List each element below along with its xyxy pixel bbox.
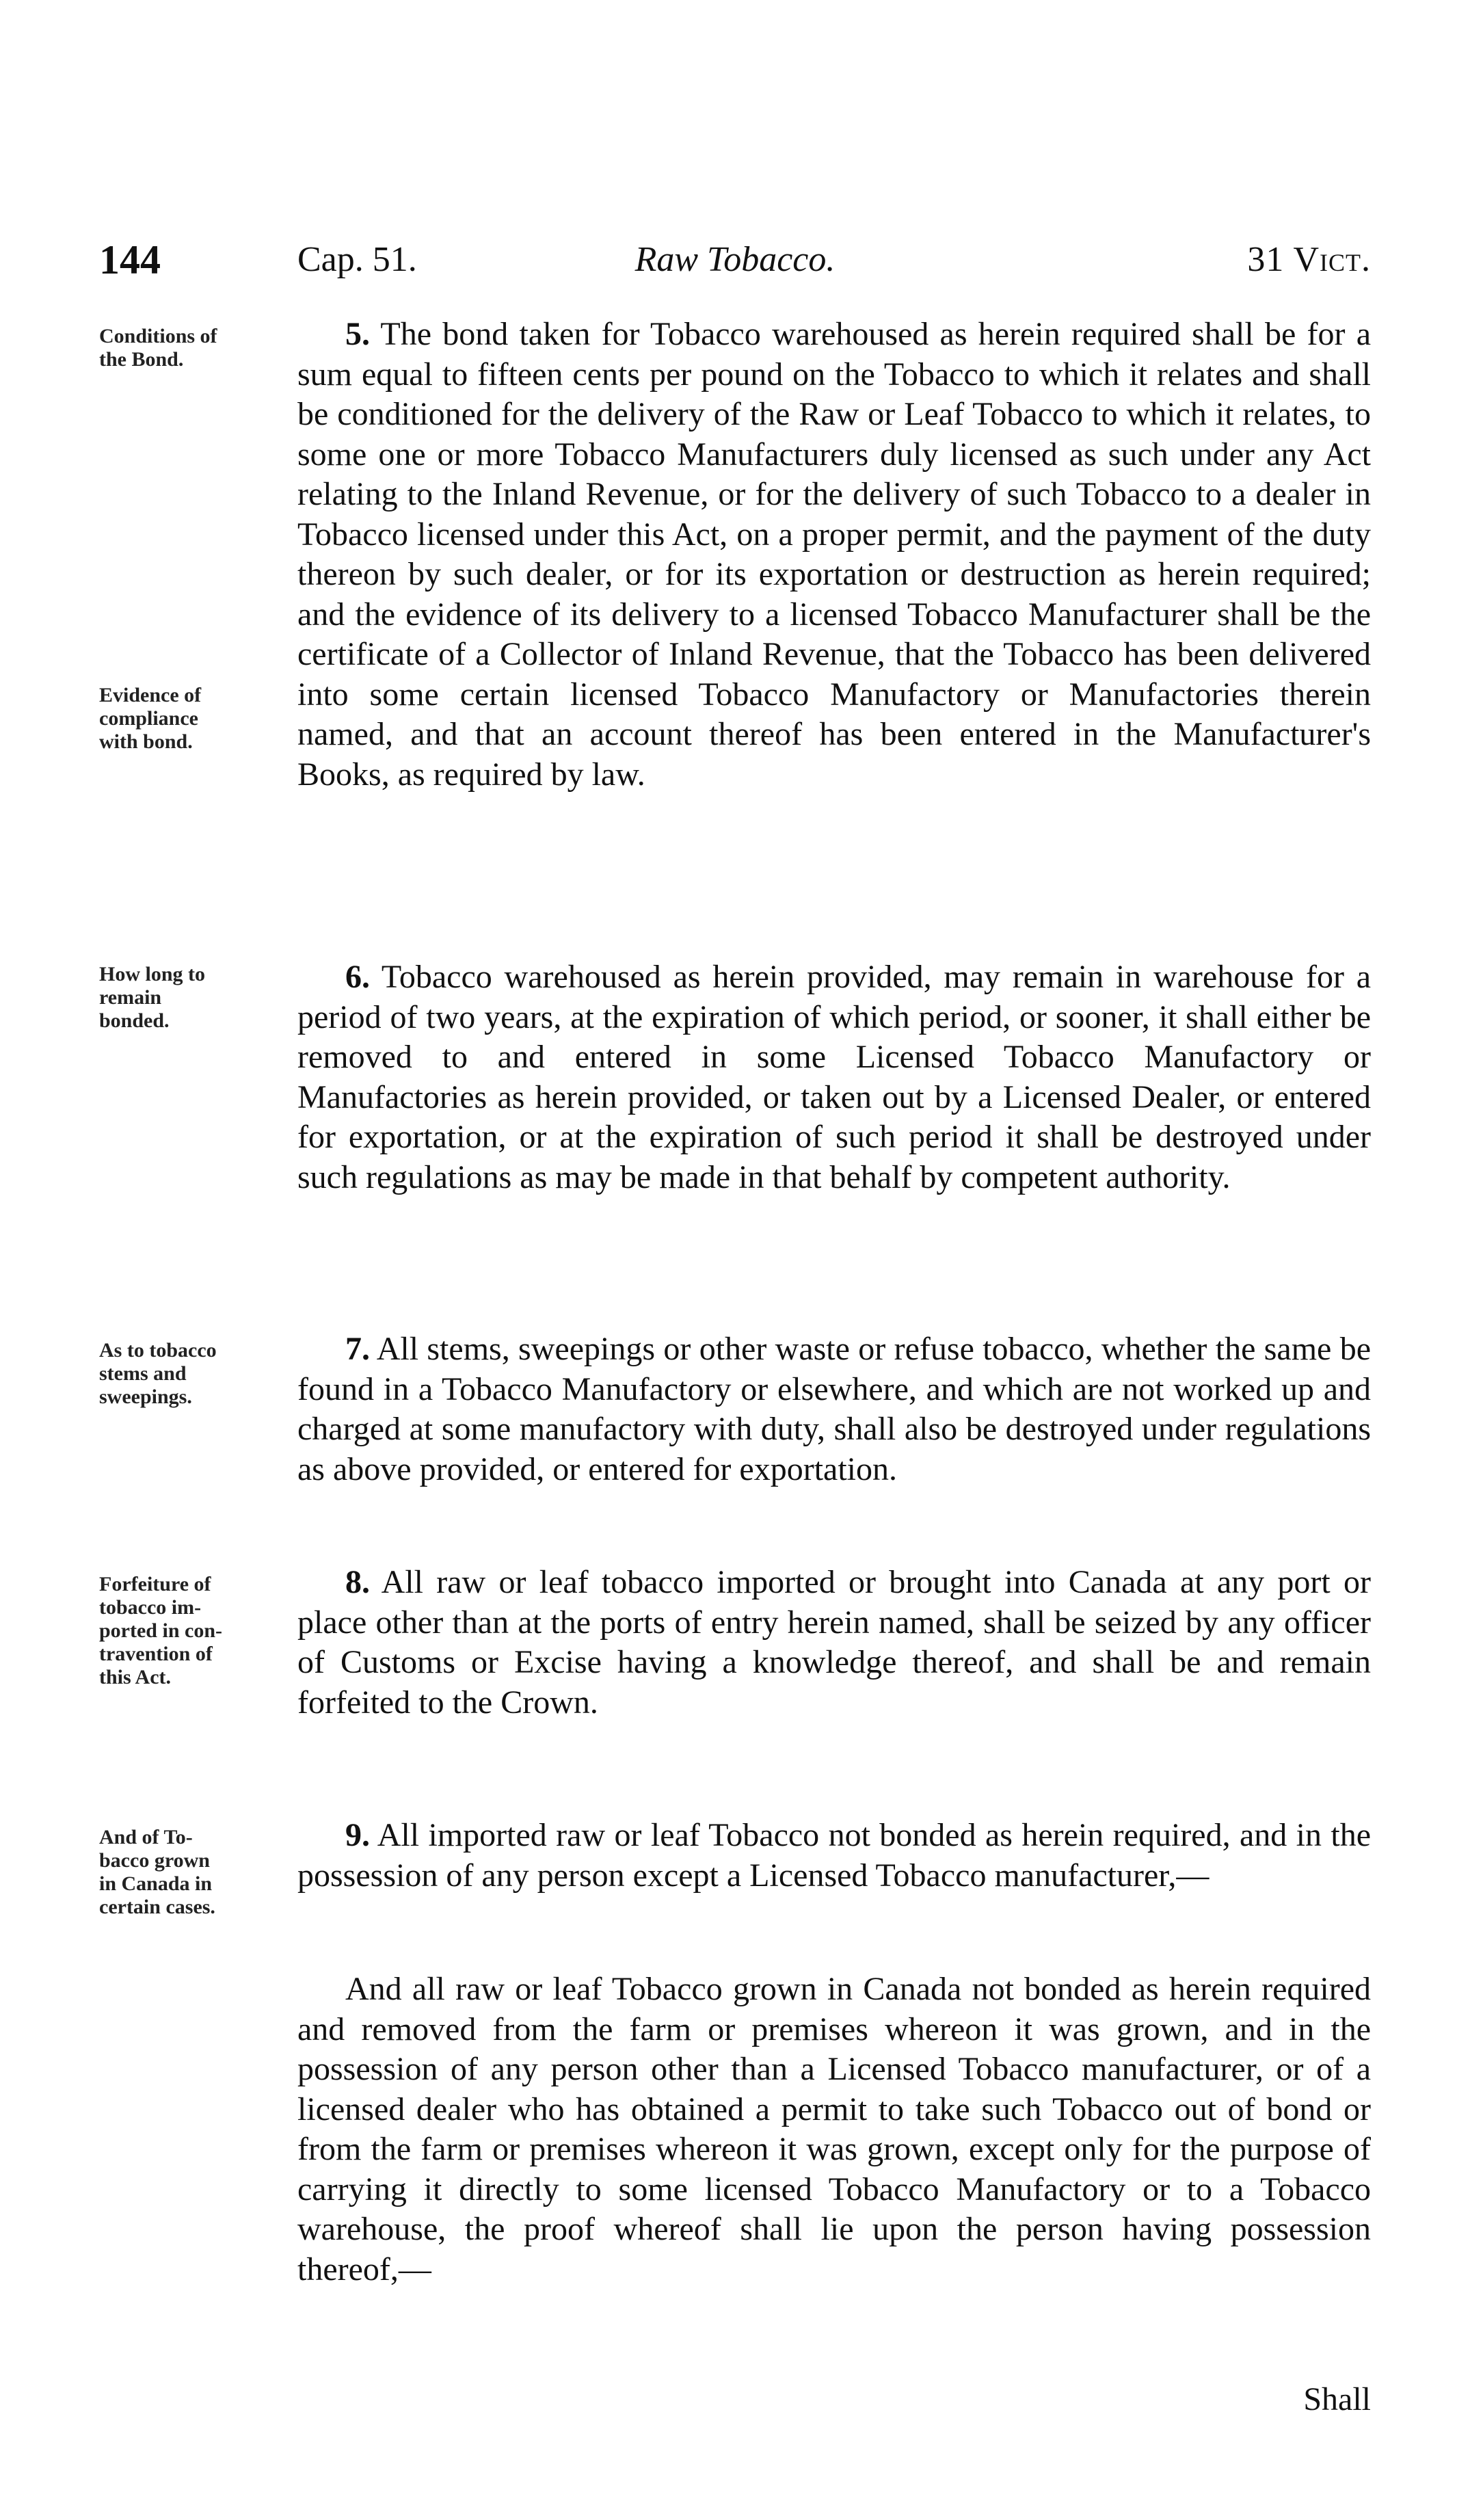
section-5-text: The bond taken for Tobacco warehoused as herein required shall be for a sum equal to fifteen cents per pound on the Tobacco to which it relates and shall be conditioned for the delivery of the Raw or Leaf Tobacco to which it relates, to some one or more Tobacco Manufacturers duly licensed as such under any Act relating to the Inland Revenue, or for the delivery of such Tobacco to a dealer in Tobacco licensed under this Act, on a proper permit, and the payment of the duty thereon by such dealer, or for its exportation or destruction as herein required; and the evidence of its delivery to a licensed Tobacco Manufacturer shall be the certificate of a Collector of Inland Revenue, that the Tobacco has been delivered into some certain licensed Tobacco Manufactory or Manufactories therein named, and that an account thereof has been entered in the Manufacturer's Books, as required by law. <box>297 316 1372 793</box>
section-7 <box>297 1329 1371 1489</box>
section-8 <box>297 1563 1371 1723</box>
margin-note-forfeiture: Forfeiture of tobacco im- ported in con- travention of this Act. <box>99 1573 222 1688</box>
section-7-number: 7. <box>345 1331 370 1367</box>
section-8-number: 8. <box>345 1564 370 1600</box>
margin-note-stems: As to tobacco stems and sweepings. <box>99 1339 217 1408</box>
section-8-text: All raw or leaf tobacco imported or brought into Canada at any port or place other than at the ports of entry herein named, shall be seized by any officer of Customs or Excise having a knowledge thereof, and shall be and remain forfeited to the Crown. <box>297 1564 1371 1721</box>
section-6-number: 6. <box>345 959 370 995</box>
regnal-year: 31 Vict. <box>1247 240 1371 279</box>
section-9 <box>297 1816 1371 1896</box>
margin-note-how-long: How long to remain bonded. <box>99 963 206 1032</box>
page-number: 144 <box>99 237 161 282</box>
section-9-number: 9. <box>345 1817 370 1853</box>
margin-note-evidence: Evidence of compliance with bond. <box>99 684 202 753</box>
margin-note-canada-grown: And of To- bacco grown in Canada in certain cases. <box>99 1826 215 1918</box>
section-5-number: 5. <box>345 316 370 352</box>
section-9-paragraph-2: And all raw or leaf Tobacco grown in Canada not bonded as herein required and removed from the farm or premises whereon it was grown, and in the possession of any person other than a Licensed Tobacco manufacturer, or of a licensed dealer who has obtained a permit to take such Tobacco out of bond or from the farm or premises whereon it was grown, except only for the purpose of carrying it directly to some licensed Tobacco Manufactory or to a Tobacco warehouse, the proof whereof shall lie upon the person having possession thereof,— <box>297 1971 1371 2287</box>
section-9-text: All imported raw or leaf Tobacco not bonded as herein required, and in the possession of any person except a Licensed Tobacco manufacturer,— <box>297 1817 1372 1894</box>
chapter-label: Cap. 51. <box>297 240 417 279</box>
catchword: Shall <box>1303 2381 1371 2417</box>
section-5 <box>297 315 1371 795</box>
section-6-text: Tobacco warehoused as herein provided, may remain in warehouse for a period of two years, at the expiration of which period, or sooner, it shall either be removed to and entered in some Licensed Tobacco Manufactory or Manufactories as herein provided, or taken out by a Licensed Dealer, or entered for exportation, or at the expiration of such period it shall be destroyed under such regulations as may be made in that behalf by competent authority. <box>297 959 1371 1195</box>
running-header <box>99 233 1371 287</box>
running-title: Raw Tobacco. <box>634 240 836 279</box>
margin-note-conditions: Conditions of the Bond. <box>99 325 217 371</box>
section-7-text: All stems, sweepings or other waste or refuse tobacco, whether the same be found in a Tobacco Manufactory or elsewhere, and which are not worked up and charged at some manufactory with duty, shall also be destroyed under regulations as above provided, or entered for exportation. <box>297 1331 1371 1487</box>
section-6 <box>297 957 1371 1197</box>
